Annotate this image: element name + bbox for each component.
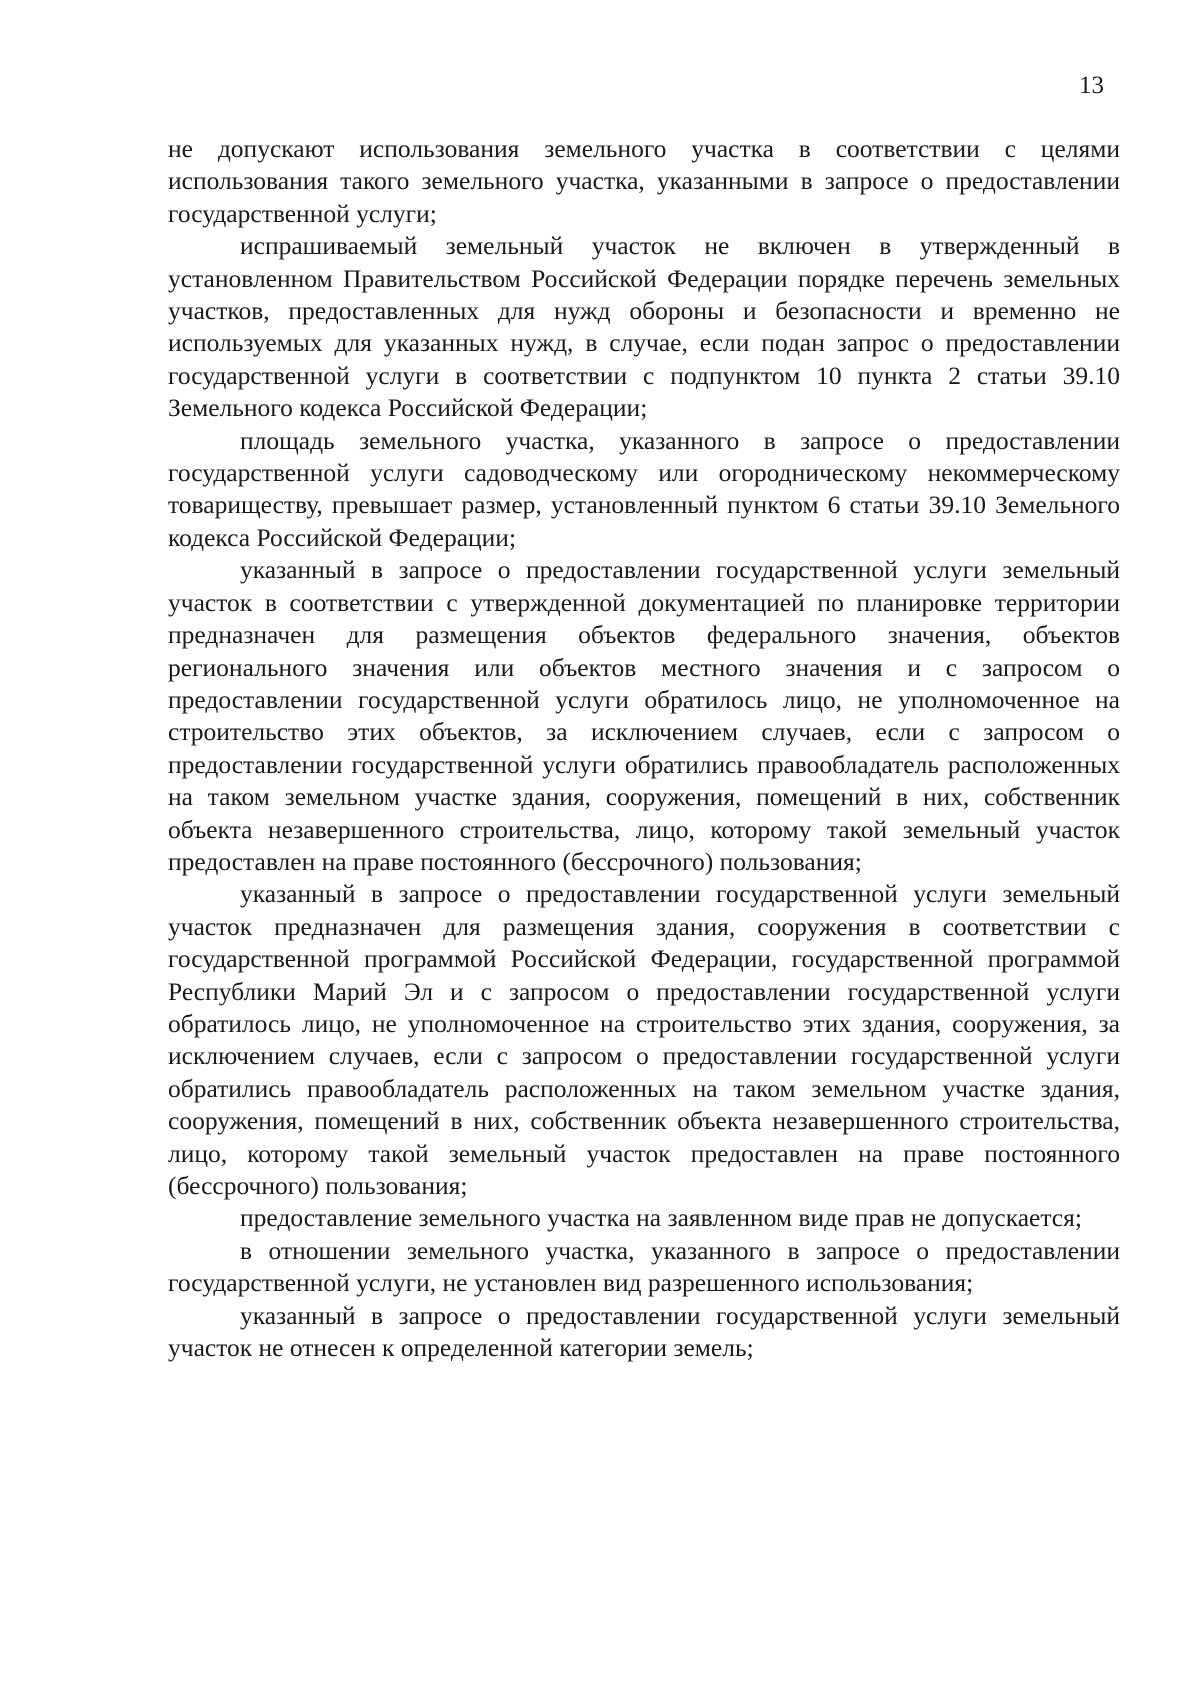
paragraph: площадь земельного участка, указанного в запросе о предоставлении государственной услуги садоводческому или огородническому некоммерческому товариществу, превышает размер, установленный пунктом 6 статьи 39.10 Земельного кодекса Российской Федерации; [168,425,1120,552]
paragraph: в отношении земельного участка, указанного в запросе о предоставлении государственной услуги, не установлен вид разрешенного использования; [168,1235,1120,1298]
document-body [168,133,1120,1364]
paragraph: испрашиваемый земельный участок не включен в утвержденный в установленном Правительством Российской Федерации порядке перечень земельных участков, предоставленных для нужд обороны и безопасности и временно не используемых для указанных нужд, в случае, если подан запрос о предоставлении государственной услуги в соответствии с подпунктом 10 пункта 2 статьи 39.10 Земельного кодекса Российской Федерации; [168,231,1120,423]
paragraph: указанный в запросе о предоставлении государственной услуги земельный участок в соответствии с утвержденной документацией по планировке территории предназначен для размещения объектов федерального значения, объектов регионального значения или объектов местного значения и с запросом о предоставлении государственной услуги обратилось лицо, не уполномоченное на строительство этих объектов, за исключением случаев, если с запросом о предоставлении государственной услуги обратились правообладатель расположенных на таком земельном участке здания, сооружения, помещений в них, собственник объекта незавершенного строительства, лицо, которому такой земельный участок предоставлен на праве постоянного (бессрочного) пользования; [168,555,1120,876]
paragraph: указанный в запросе о предоставлении государственной услуги земельный участок предназначен для размещения здания, сооружения в соответствии с государственной программой Российской Федерации, государственной программой Республики Марий Эл и с запросом о предоставлении государственной услуги обратилось лицо, не уполномоченное на строительство этих здания, сооружения, за исключением случаев, если с запросом о предоставлении государственной услуги обратились правообладатель расположенных на таком земельном участке здания, сооружения, помещений в них, собственник объекта незавершенного строительства, лицо, которому такой земельный участок предоставлен на праве постоянного (бессрочного) пользования; [168,879,1120,1200]
page-number: 13 [1079,72,1104,99]
paragraph: не допускают использования земельного участка в соответствии с целями использования такого земельного участка, указанными в запросе о предоставлении государственной услуги; [168,134,1120,228]
paragraph: предоставление земельного участка на заявленном виде прав не допускается; [240,1203,1082,1233]
paragraph: указанный в запросе о предоставлении государственной услуги земельный участок не отнесен к определенной категории земель; [168,1300,1120,1363]
